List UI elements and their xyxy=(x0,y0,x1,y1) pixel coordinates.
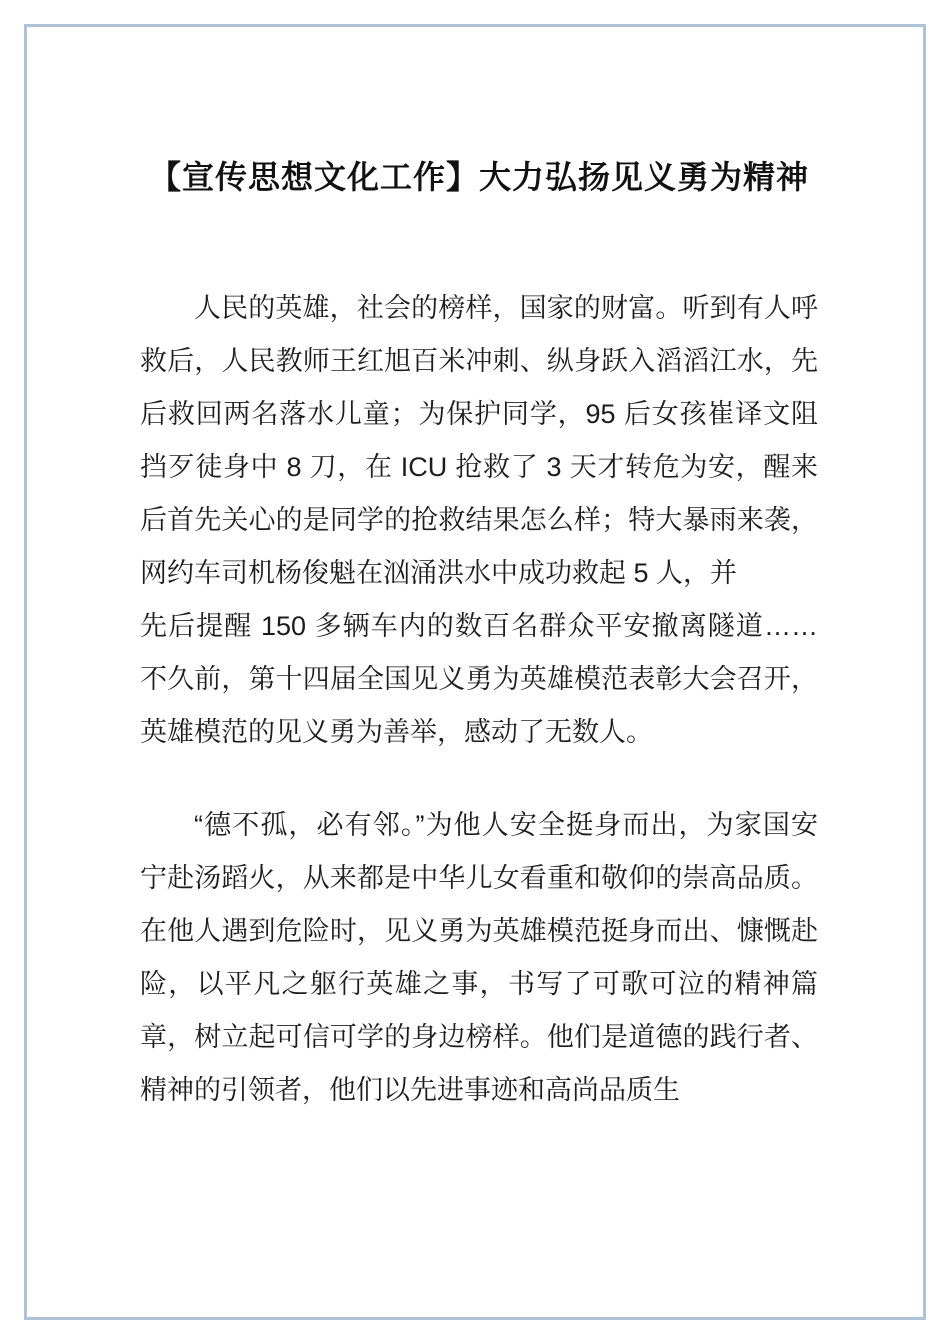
paragraph-1: 人民的英雄，社会的榜样，国家的财富。听到有人呼救后，人民教师王红旭百米冲刺、纵身跃入滔滔江水，先后救回两名落水儿童；为保护同学，95 后女孩崔译文阻挡歹徒身中 8 刀，在 ICU 抢救了 3 天才转危为安，醒来后首先关心的是同学的抢救结果怎么样；特大暴雨来袭，网约车司机杨俊魁在汹涌洪水中成功救起 5 人，并 xyxy=(140,293,818,588)
paragraph-1-continuation: 先后提醒 150 多辆车内的数百名群众平安撤离隧道……不久前，第十四届全国见义勇为英雄模范表彰大会召开，英雄模范的见义勇为善举，感动了无数人。 xyxy=(140,611,818,747)
document-title: 【宣传思想文化工作】大力弘扬见义勇为精神 xyxy=(148,159,809,195)
document-content xyxy=(140,148,818,1117)
paragraph-2: “德不孤，必有邻。”为他人安全挺身而出，为家国安宁赴汤蹈火，从来都是中华儿女看重和敬仰的崇高品质。在他人遇到危险时，见义勇为英雄模范挺身而出、慷慨赴险，以平凡之躯行英雄之事，书写了可歌可泣的精神篇章，树立起可信可学的身边榜样。他们是道德的践行者、精神的引领者，他们以先进事迹和高尚品质生 xyxy=(140,810,818,1105)
